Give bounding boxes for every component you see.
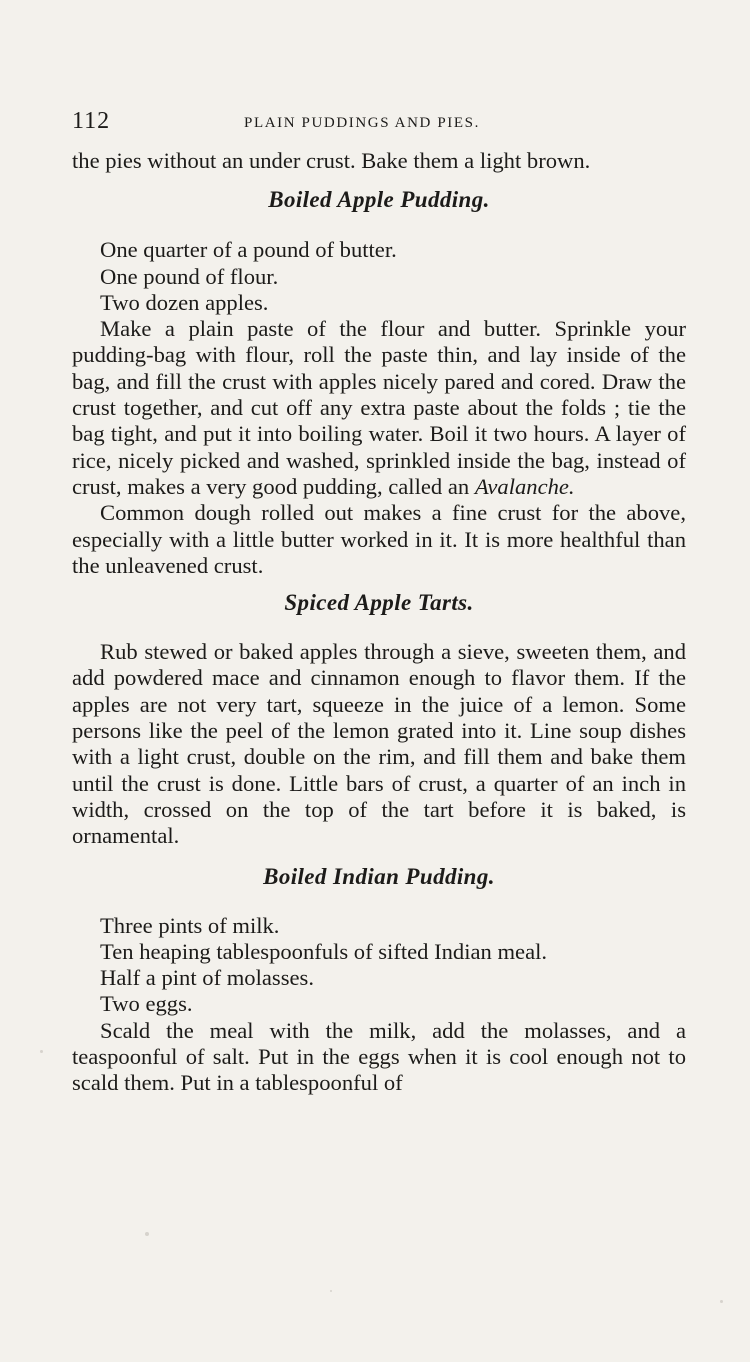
page-number: 112 (72, 108, 111, 134)
ingredient-line: One quarter of a pound of butter. (100, 237, 397, 263)
ingredient-line: One pound of flour. (100, 263, 279, 289)
running-title: PLAIN PUDDINGS AND PIES. (244, 115, 480, 131)
recipe-title-spiced-apple-tarts: Spiced Apple Tarts. (284, 590, 474, 616)
paper-speck (40, 1050, 43, 1053)
recipe-method: Scald the meal with the milk, add the molasses, and a teaspoonful of salt. Put in the eggs when it is cool enough not to scald them. Put in a tablespoonful of (72, 1017, 686, 1096)
paper-speck (720, 1300, 723, 1303)
recipe-method (72, 316, 686, 500)
page-header (72, 108, 686, 148)
italic-term: Avalanche. (474, 473, 575, 499)
recipe-title-boiled-apple-pudding: Boiled Apple Pudding. (268, 187, 490, 213)
ingredient-line: Two eggs. (100, 991, 193, 1017)
method-text: Make a plain paste of the flour and butter. Sprinkle your pudding-bag with flour, roll the paste thin, and lay inside of the bag, and fill the crust with apples nicely pared and cored. Draw the crust together, and cut off any extra paste about the folds ; tie the bag tight, and put it into boiling water. Boil it two hours. A layer of rice, nicely picked and washed, sprinkled inside the bag, instead of crust, makes a very good pudding, called an (72, 316, 686, 499)
book-page (72, 108, 686, 1097)
ingredient-line: Half a pint of molasses. (100, 965, 314, 991)
paper-speck (330, 1290, 332, 1292)
ingredient-line: Ten heaping tablespoonfuls of sifted Indian meal. (100, 938, 548, 964)
ingredient-line: Two dozen apples. (100, 289, 269, 315)
paper-speck (145, 1232, 149, 1236)
continuation-paragraph: the pies without an under crust. Bake them a light brown. (72, 148, 591, 173)
ingredient-line: Three pints of milk. (100, 912, 280, 938)
recipe-note: Common dough rolled out makes a fine crust for the above, especially with a little butter worked in it. It is more healthful than the unleavened crust. (72, 500, 686, 578)
recipe-title-boiled-indian-pudding: Boiled Indian Pudding. (263, 863, 495, 889)
recipe-method: Rub stewed or baked apples through a sieve, sweeten them, and add powdered mace and cinnamon enough to flavor them. If the apples are not very tart, squeeze in the juice of a lemon. Some persons like the peel of the lemon grated into it. Line soup dishes with a light crust, double on the rim, and fill them and bake them until the crust is done. Little bars of crust, a quarter of an inch in width, crossed on the top of the tart before it is baked, is ornamental. (72, 639, 686, 849)
